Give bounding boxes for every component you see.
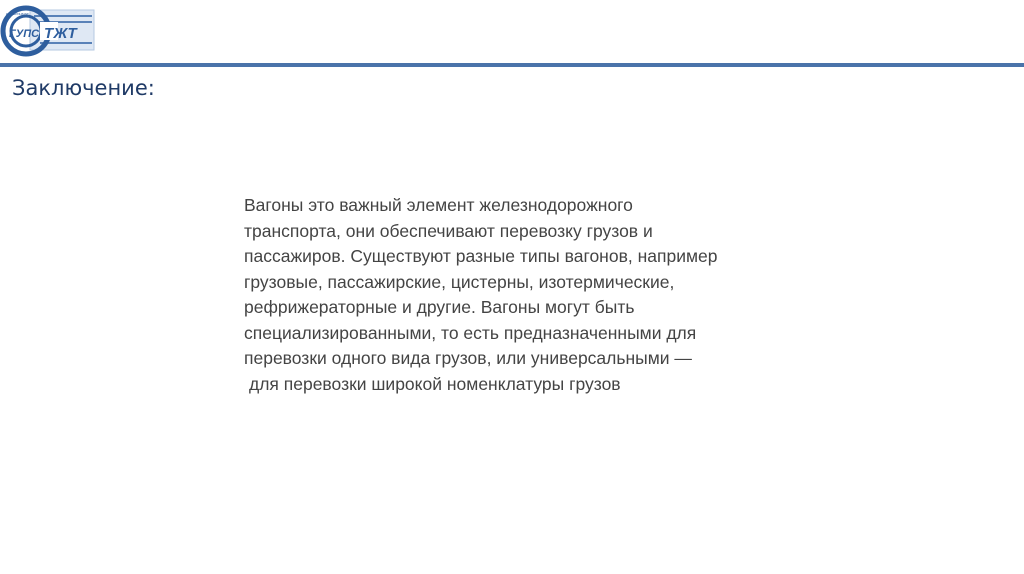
body-paragraph [244,193,844,397]
svg-text:ЕКАТЕРИНБУРГ: ЕКАТЕРИНБУРГ [6,12,30,16]
body-line: пассажиров. Существуют разные типы вагонов, например [244,246,718,266]
header-divider [0,63,1024,67]
body-line: рефрижераторные и другие. Вагоны могут быть [244,297,635,317]
svg-text:ТЖТ: ТЖТ [44,25,77,42]
body-line: для перевозки широкой номенклатуры грузов [249,373,621,394]
body-line: транспорта, они обеспечивают перевозку грузов и [244,220,653,241]
body-line: Вагоны это важный элемент железнодорожного [244,195,633,215]
body-line: перевозки одного вида грузов, или универсальными — [244,348,692,368]
body-line: специализированными, то есть предназначенными для [244,322,697,343]
slide-title: Заключение: [12,76,155,100]
svg-text:ГУПС: ГУПС [9,28,40,40]
institution-logo [0,0,98,60]
body-line: грузовые, пассажирские, цистерны, изотермические, [244,271,675,292]
